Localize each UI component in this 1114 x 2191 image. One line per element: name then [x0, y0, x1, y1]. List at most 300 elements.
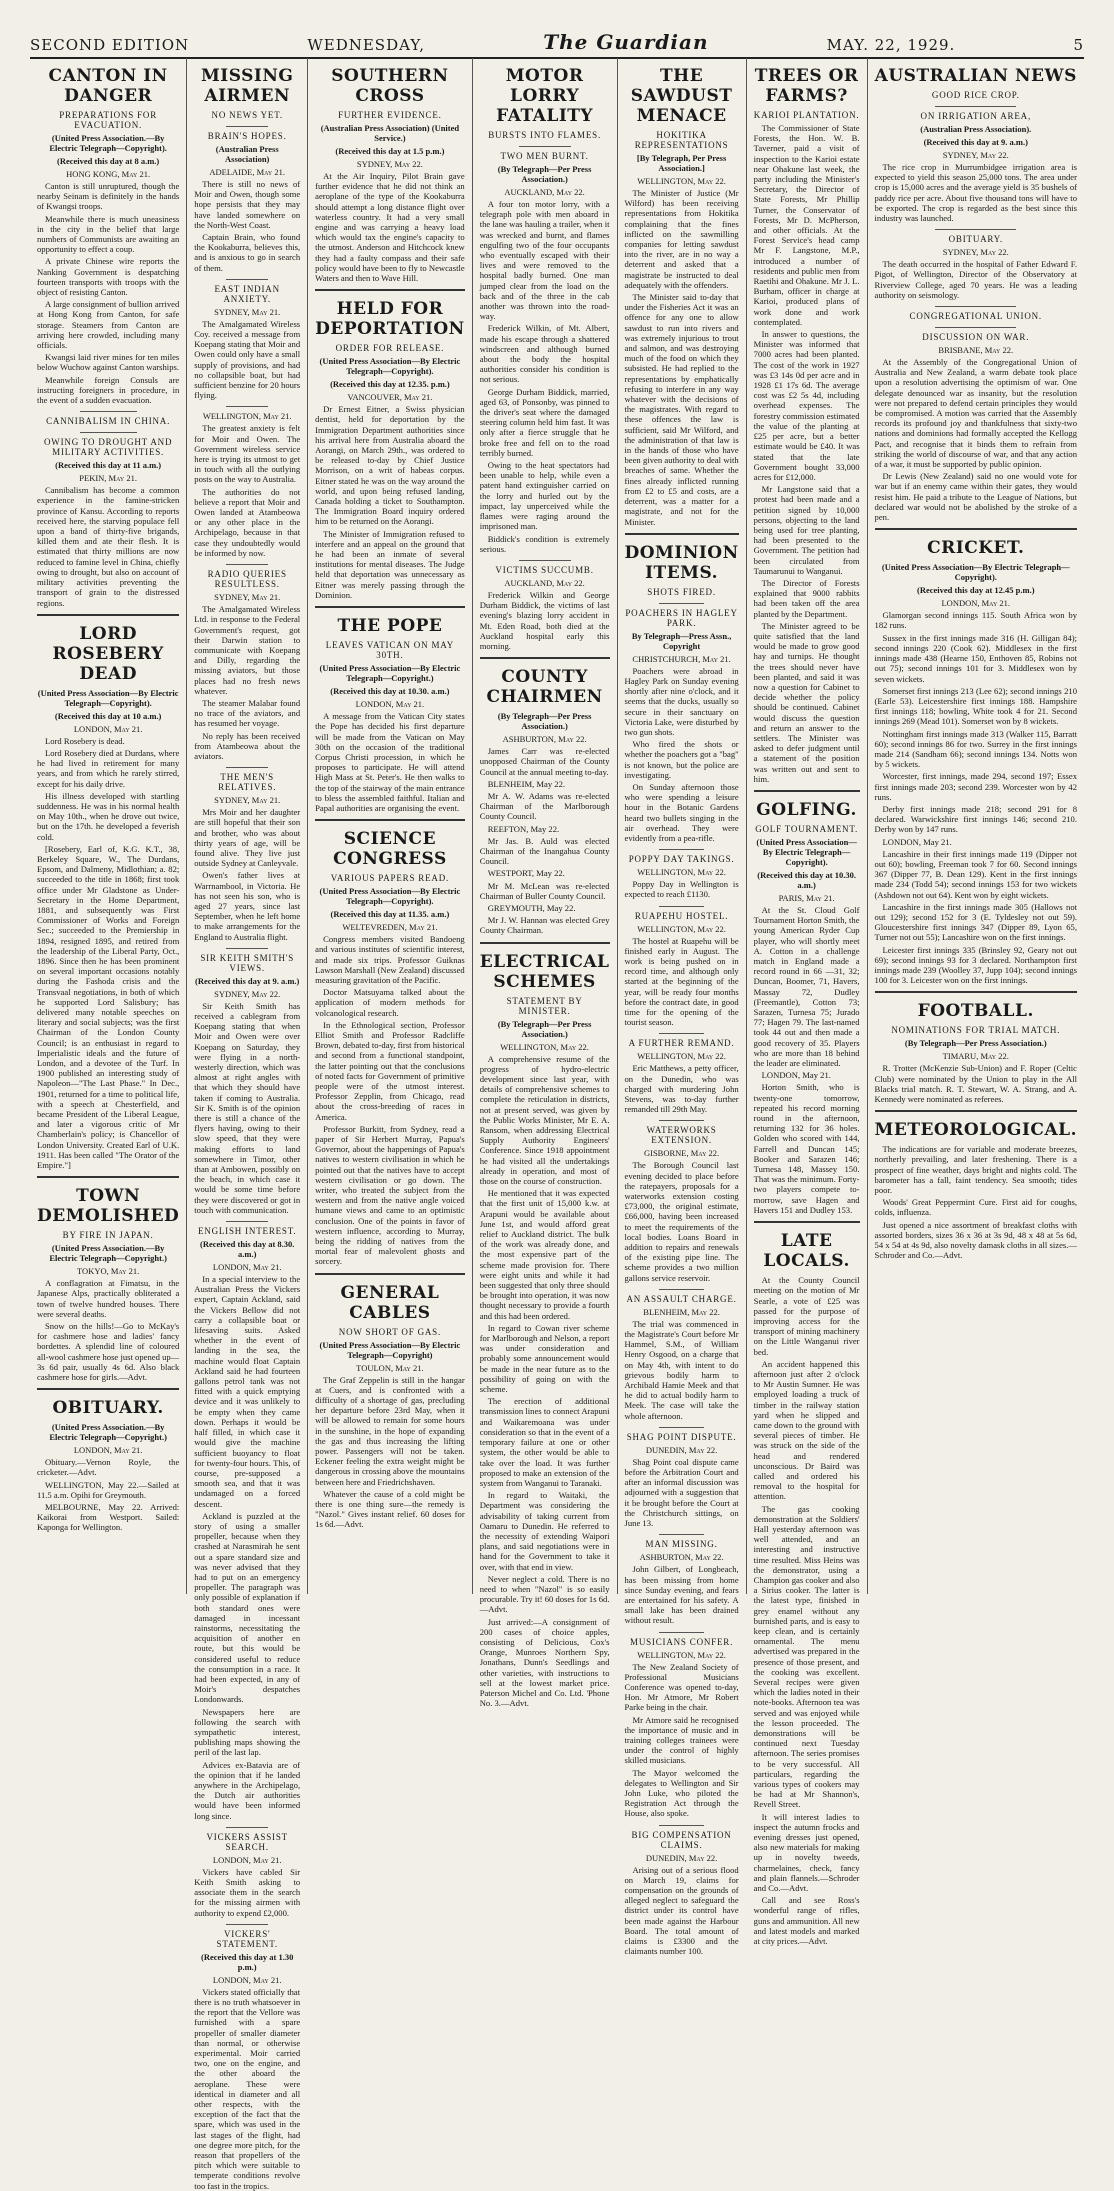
- article: [754, 66, 860, 784]
- paragraph: The Minister agreed to be quite satisfied that the land would be made to grow good hay and turnips. He thought the trees should never have been planted, and said it was now a question for Cabinet to decide whether the policy should be continued. Cabinet would discuss the question and return an answer to the settlers. The Minister was asked to defer judgment until a statement of the position was written out and sent to him.: [753, 620, 860, 784]
- article: [754, 790, 860, 1215]
- subheading: ENGLISH INTEREST.: [197, 1226, 297, 1237]
- headline-divider: [754, 1221, 860, 1223]
- paragraph: Leicester first innings 335 (Brinsley 92, Geary not out 69); second innings 93 for 3 declared. Northampton first innings made 239 (Woolley 37, Jupp 104); second innings 100 for 3. Leicester won on the first innings.: [874, 944, 1077, 986]
- dateline: WELLINGTON, May 22.: [500, 1041, 589, 1052]
- section-rule: [519, 560, 571, 561]
- wire-credit: (United Press Association.—By Electric Telegraph—Copyright.): [49, 1422, 167, 1443]
- headline: TREES OR FARMS?: [754, 66, 859, 106]
- headline-divider: [875, 991, 1077, 993]
- subheading: SIR KEITH SMITH'S VIEWS.: [200, 952, 295, 973]
- paragraph: A message from the Vatican City states the Pope has decided his first departure will be made from the Vatican on May 30th on the occasion of the traditional Corpus Christi procession, in which he proposes to participate. He will attend High Mass at St. Peter's. He then walks to the top of the stairway of the main entrance to bless the assembled faithful. Italian and Papal authorities are organising the event.: [315, 711, 465, 813]
- article: [194, 767, 300, 942]
- paragraph: The Minister of Justice (Mr Wilford) has been receiving representations from Hokitika complaining that the fines inflicted on the sawmilling companies for letting sawdust into the river, are in no way a deterrent and asked that a magistrate be instructed to deal adequately with the offenders.: [624, 188, 739, 290]
- paragraph: Who fired the shots or whether the poachers got a "bag" is not known, but the police are investigating.: [624, 739, 739, 780]
- paragraph: Poachers were abroad in Hagley Park on Sunday evening shortly after nine o'clock, and it seems that the ducks, usually so secure in their sanctuary on Victoria Lake, were disturbed by two gun shots.: [624, 665, 739, 737]
- article-body: [875, 1063, 1077, 1104]
- paragraph: Lord Rosebery is dead.: [45, 735, 125, 746]
- dateline: WELLINGTON, May 22.: [637, 176, 726, 186]
- article: [875, 306, 1077, 321]
- section-rule: [935, 327, 1016, 328]
- received-time: (Received this day at 12.35. p.m.): [330, 379, 450, 390]
- subheading: SHOTS FIRED.: [647, 586, 716, 597]
- paragraph: The Amalgamated Wireless Coy. received a message from Koepang stating that Moir and Owen could only have a small supply of provisions, and had no collapsible boat, but had sufficient benzine for 20 hours flying.: [194, 318, 301, 401]
- subheading: GOLF TOURNAMENT.: [755, 824, 859, 834]
- dateline: SYDNEY, May 21.: [214, 592, 281, 603]
- section-rule: [659, 1289, 705, 1290]
- paragraph: Vickers stated officially that there is no truth whatsoever in the report that the Vellore was furnished with a spare propeller of smaller diameter than normal, or otherwise experimental. Moir carried two, one on the engine, and the other aboard the aeroplane. These were identical in diameter and all other respects, with the exception of the fact that the spare, which was used in the last stages of the flight, had one degree more pitch, for the reason that propellers of the pitch which were suitable to temperate conditions revolve too fast in the tropics.: [194, 1986, 301, 2191]
- wire-credit: (United Press Association—By Electric Telegraph—Copyright).: [319, 886, 461, 907]
- subheading: LEAVES VATICAN ON MAY 30TH.: [325, 640, 455, 661]
- headline: COUNTY CHAIRMEN: [486, 667, 603, 708]
- paragraph: The rice crop in Murrumbidgee irrigation area is expected to yield this season 25,000 tons. The area under crop is 15,000 acres and the average yield is 35 bushels of paddy rice per acre. About five thousand tons will have to be exported. The crop is regarded as the best since this industry was launched.: [874, 162, 1077, 224]
- subheading: POACHERS IN HAGLEY PARK.: [625, 607, 738, 628]
- article: [625, 533, 739, 597]
- section-rule: [659, 1632, 705, 1633]
- article: [875, 66, 1077, 100]
- subheading: EAST INDIAN ANXIETY.: [214, 283, 280, 304]
- dateline: DUNEDIN, May 22.: [645, 1852, 718, 1863]
- wire-credit: (United Press Association—By Electric Telegraph—Copyright).: [881, 562, 1070, 583]
- subheading: NOW SHORT OF GAS.: [338, 1326, 442, 1337]
- section-rule: [226, 948, 268, 949]
- headline: METEOROLOGICAL.: [874, 1120, 1077, 1141]
- received-time: (Received this day at 9. a.m.): [195, 975, 300, 986]
- subheading: TWO MEN BURNT.: [500, 151, 589, 161]
- section-rule: [226, 1827, 268, 1828]
- headline-divider: [875, 528, 1077, 530]
- paragraph: Mr A. W. Adams was re-elected Chairman of the Marlborough County Council.: [479, 790, 610, 822]
- article: [480, 146, 610, 554]
- headline: AUSTRALIAN NEWS: [874, 66, 1077, 86]
- paragraph: A comprehensive resume of the progress of hydro-electric development since last year, with details of comprehensive schemes to complete the reticulation in districts, not at present served, was given by the Public Works Minister, Mr E. A. Ransom, when addressing Electrical Supply Authority Engineers' Conference. Since 1918 appointment he had visited all the undertakings already in operation, and most of those on the course of construction.: [479, 1053, 610, 1187]
- section-rule: [519, 146, 571, 147]
- paragraph: Mrs Moir and her daughter are still hopeful that their son and brother, who was about thirty years of age, will be found alive. They live just outside Sydney at Canleyvale.: [194, 807, 301, 869]
- section-rule: [935, 106, 1016, 107]
- article: [194, 564, 300, 761]
- headline: FOOTBALL.: [917, 1001, 1034, 1022]
- subheading: KARIOI PLANTATION.: [753, 110, 860, 120]
- paragraph: Worcester, first innings, made 294, second 197; Essex first innings made 203; second 239. Worcester won by 42 runs.: [874, 771, 1077, 802]
- subheading: STATEMENT BY MINISTER.: [506, 995, 583, 1016]
- article: [37, 432, 179, 607]
- article-body: [875, 259, 1077, 300]
- dateline: TOULON, May 21.: [356, 1362, 424, 1373]
- article: [194, 406, 300, 558]
- article: [625, 1825, 739, 1957]
- wire-credit: (United Press Association—By Electric Telegraph—Copyright): [319, 1339, 461, 1360]
- article: [315, 289, 465, 600]
- article: [480, 942, 610, 1709]
- dateline: HONG KONG, May 21.: [66, 169, 151, 179]
- article: [315, 819, 465, 1267]
- dateline: SYDNEY, May 21.: [214, 795, 281, 806]
- paragraph: BLENHEIM, May 22.: [487, 778, 566, 789]
- section-rule: [659, 1825, 705, 1826]
- headline-divider: [480, 657, 610, 659]
- headline: SCIENCE CONGRESS: [333, 829, 447, 870]
- article: [37, 1176, 179, 1382]
- paragraph: A conflagration at Fimatsu, in the Japanese Alps, practically obliterated a town of twelve hundred houses. There were several deaths.: [37, 1278, 180, 1319]
- subheading: OWING TO DROUGHT AND MILITARY ACTIVITIES.: [44, 437, 173, 458]
- wire-credit: (United Press Association—By Electric Telegraph—Copyright.): [319, 663, 461, 684]
- paragraph: Owen's father lives at Warrnambool, in Victoria. He has not seen his son, who is aged 27 years, since last September, when he left home to make arrangements for the England to Australia flight.: [194, 870, 301, 942]
- dateline: LONDON, May 21.: [355, 699, 425, 710]
- article: [625, 1120, 739, 1282]
- paragraph: Mr Jas. B. Auld was elected Chairman of the Inangahua County Council.: [479, 835, 610, 867]
- article: [194, 66, 300, 120]
- paragraph: [Rosebery, Earl of, K.G. K.T., 38, Berkeley Square, W., The Durdans, Epsom, and Dalmeny, Midlothian; a. 82; succeeded to the title in 1868; first took office under Mr Gladstone as Under-Secretary in the Home Department, 1881, and subsequently was First Commissioner of Works and Foreign Sec.; succeeded to the Premiership in 1894, resigned 1895, and retired from the leadership of the Liberal Party, Oct., 1896. Since then he has been prominent on several important occasions notably during the Fashoda crisis and the Transvaal negotiations, in both of which he supported Lord Salisbury; has delivered many notable speeches on literary and social subjects; was the first Chairman of the London County Council; is an enthusiast in regard to Imperialistic ideals and the future of London, and a devotee of the Turf. In 1900 published an interesting study of Napoleon—"The Last Phase." In Dec., 1901, returned for a time to political life, with a speech at Chesterfield, and became President of the Liberal League, and later a vigorous critic of Mr Chamberlain's policy; is Chancellor of London University. Created Earl of U.K. 1911. Has been called "The Orator of the Empire."]: [37, 843, 180, 1171]
- article-body: [194, 1274, 300, 1821]
- headline: ELECTRICAL SCHEMES: [479, 951, 610, 992]
- received-time: (Received this day at 11 a.m.): [55, 460, 162, 471]
- article: [37, 411, 179, 426]
- article: [875, 1110, 1077, 1260]
- paragraph: Dr Ernest Eitner, a Swiss physician dentist, held for deportation by the Immigration Department authorities since his arrival here from Australia aboard the Aorangi, on March 29th., was ordered to be released to-day by Chief Justice Morrison, on a writ of habeas corpus. Eitner stated he was on the way around the world, and upon being refused landing, Canada holding a ticket to Southampton. The Immigration Board inquiry ordered him to be returned on the Aorangi.: [315, 404, 465, 527]
- headline: LORD ROSEBERY DEAD: [52, 623, 164, 684]
- dateline: LONDON, May 21.: [212, 1974, 282, 1985]
- column-6: [747, 58, 868, 1947]
- article-body: [625, 1319, 739, 1421]
- wire-credit: (By Telegraph—Per Press Association.): [904, 1038, 1047, 1049]
- subheading: AN ASSAULT CHARGE.: [626, 1293, 737, 1304]
- paragraph: At the Assembly of the Congregational Union of Australia and New Zealand, a warm debate took place upon a resolution advertising the optimism of war. One delegate denounced war as insanity, but the resolution were not prepared to defend certain principles they would be compromised. A motion was carried that the Assembly records its profound joy and thankfulness that sixty-two nations and dominions had formally accepted the Kellogg Pact, and recognise that it binds them to refrain from striking the world of discourse of war, and that any action of a war, it must be supported by public opinion.: [874, 357, 1077, 470]
- paragraph: Captain Brain, who found the Kookaburra, believes this, and is anxious to go in search of them.: [194, 232, 301, 273]
- article: [625, 1033, 739, 1114]
- headline-divider: [754, 790, 860, 792]
- subheading: CONGREGATIONAL UNION.: [909, 311, 1042, 322]
- paragraph: Never neglect a cold. There is no need to when "Nazol" is so easily procurable. Try it! 60 doses for 1s 6d.—Advt.: [479, 1573, 610, 1615]
- dateline: CHRISTCHURCH, May 21.: [632, 653, 731, 664]
- article-body: [194, 1867, 300, 1918]
- article-body: [315, 404, 465, 600]
- headline-divider: [625, 533, 739, 535]
- paragraph: Frederick Wilkin and George Durham Biddick, the victims of last evening's blazing lorry accident in Mt. Eden Road, both died at the Auckland hospital early this morning.: [479, 589, 610, 651]
- paragraph: The Commissioner of State Forests, the Hon. W. B. Taverner, paid a visit of inspection to the Karioi estate near Ohakune last week, the party including the Minister's Secretary, the Director of State Forests, Mr Phillip Turner, the Conservator of Forests, Mr D. McPherson, and other officials. At the Forest Service's head camp Mr F. Langstone, M.P., introduced a number of residents and public men from Raetihi and Ohakune. Mr J. L. Burham, officer in charge at Karioi, produced plans of work done and work contemplated.: [753, 123, 860, 327]
- paragraph: Shag Point coal dispute came before the Arbitration Court and after an informal discussion was adjourned with a suggestion that it be brought before the Court at the Christchurch sittings, on June 13.: [624, 1456, 739, 1529]
- received-time: (Received this day at 10.30. a.m.): [330, 686, 450, 697]
- paragraph: A four ton motor lorry, with a telegraph pole with men aboard in the lane was hauling a trailer, when it was wrecked and burnt, and flames engulfing two of the four occupants who eventually escaped with their lives and were removed to the hospital badly burned. One man jumped clear from the load on the back and of the three in the cab another was thrown into the road-way.: [479, 199, 610, 322]
- dateline: PEKIN, May 21.: [79, 473, 137, 484]
- article: [37, 614, 179, 1171]
- paragraph: Owing to the heat spectators had been unable to help, while even a patent hand extinguisher carried on the lorry and hurled out by the impact, lay unperceived while the flames were raging around the imprisoned man.: [479, 460, 610, 532]
- article: [194, 948, 300, 1215]
- dateline: SYDNEY, May 22.: [214, 988, 281, 999]
- paragraph: Call and see Ross's wonderful range of rifles, guns and ammunition. All new and latest models and marked at city prices.—Advt.: [753, 1895, 860, 1947]
- paragraph: An accident happened this afternoon just after 2 o'clock to Mr Austin Sumner. He was employed loading a truck of timber in the railway station yard when he slipped and came down to the ground with several pieces of timber. He was struck on the side of the head and rendered unconscious. Dr Baird was called and ordered his removal to the hospital for attention.: [753, 1358, 860, 1502]
- paragraph: Lancashire in the first innings made 305 (Hallows not out 129); second 152 for 3 (E. Tyldesley not out 59). Gloucestershire first innings 347 (Dipper 89, Lyon 65, Turner not out 55); Lancashire won on the first innings.: [874, 901, 1077, 943]
- article: [37, 66, 179, 405]
- paragraph: The Graf Zeppelin is still in the hangar at Cuers, and is confronted with a difficulty of a shortage of gas, precluding her departure before 23rd May, when it will be allowed to remain for some hours in the sunshine, in the hope of expanding the gas and thus increasing the lifting power. Passengers will not be taken. Eckener feeling the extra weight might be dangerous in crossing above the mountains between here and Friedrichshaven.: [315, 1374, 465, 1487]
- subheading: GOOD RICE CROP.: [931, 90, 1020, 100]
- article-body: [37, 736, 179, 1171]
- subheading: MUSICIANS CONFER.: [630, 1636, 734, 1647]
- article: [875, 106, 1077, 223]
- dateline: TOKYO, May 21.: [77, 1266, 140, 1277]
- subheading: BURSTS INTO FLAMES.: [488, 130, 601, 140]
- wire-credit: (By Telegraph—Per Press Association.): [497, 711, 592, 732]
- article: [625, 906, 739, 1028]
- paragraph: Ackland is puzzled at the story of using a smaller propeller, because when they crashed at Narasmirah he sent out a spare standard size and was never advised that they had to put on an emergency propeller. The paragraph was only possible of explanation if both standard ones were damaged in incessant rainstorms, necessitating the acquisition of another en route, but this would be considered useful to reduce the consumption in a race. It had been expected, in any of Moir's despatches Londonwards.: [194, 1510, 301, 1705]
- dateline: AUCKLAND, May 22.: [504, 187, 585, 197]
- day-label: WEDNESDAY,: [307, 36, 426, 54]
- article: [37, 1388, 179, 1532]
- article-body: [37, 485, 179, 607]
- paragraph: Nottingham first innings made 313 (Walker 115, Barratt 60); second innings 86 for two. Surrey in the first innings made 214 (Sandham 66); second innings 134. Notts won by 5 wickets.: [874, 728, 1077, 770]
- paragraph: The erection of additional transmission lines to connect Arapuni and Waikaremoana was under consideration so that in the event of a temporary failure at one or other system, the other would be able to take over the load. It was further proposed to make an extension of the system from Wanganui to Taranaki.: [479, 1396, 610, 1488]
- dateline: SYDNEY, May 22.: [356, 159, 423, 169]
- subheading: A FURTHER REMAND.: [628, 1038, 735, 1049]
- dateline: WELLINGTON, May 21.: [202, 411, 292, 422]
- headline: SOUTHERN CROSS: [331, 66, 449, 106]
- paragraph: Sussex in the first innings made 316 (H. Gilligan 84); second innings 220 (Cook 62). Middlesex in the first innings made 438 (Hearne 150, Enthoven 85, Robins not out 75); second innings 101 for 3. Middlesex won by seven wickets.: [874, 632, 1077, 684]
- headline: HELD FOR DEPORTATION: [315, 299, 465, 340]
- article-body: [194, 807, 300, 942]
- newspaper-title: The Guardian: [543, 30, 709, 54]
- subheading: PREPARATIONS FOR EVACUATION.: [59, 110, 157, 130]
- wire-credit: [By Telegraph, Per Press Association.]: [636, 153, 727, 173]
- article-body: [875, 357, 1077, 522]
- paragraph: In answer to questions, the Minister was informed that 7000 acres had been planted. The cost of the work in 1927 was £3 14s 0d per acre and in 1928 £1 17s 6d. The average cost was £2 5s 4d, including overhead expenses. The forestry commission estimated the value of the planting at £25 per acre, but a better estimate would be £40. It was stated that the late Government bought 33,000 acres for £12,000.: [753, 329, 860, 482]
- dateline: GISBORNE, May 22.: [643, 1148, 720, 1159]
- section-rule: [226, 1221, 268, 1222]
- subheading: CANNIBALISM IN CHINA.: [46, 416, 171, 427]
- paragraph: His illness developed with startling suddenness. He was in his normal health on May 10th., when he drove out twice, but on the 17th. he developed a feverish cold.: [37, 790, 180, 842]
- column-2: [187, 58, 308, 2191]
- paragraph: Just opened a nice assortment of breakfast cloths with assorted borders, sizes 36 x 36 at 3s 9d, 48 x 48 at 5s 6d, 54 x 54 at 4s 9d, also novelty damask cloths in all sizes.—Schroder and Co.—Advt.: [874, 1219, 1077, 1261]
- paragraph: LONDON, May 21.: [882, 836, 952, 847]
- dateline: WELLINGTON, May 22.: [637, 1649, 726, 1660]
- article-body: [625, 188, 739, 527]
- article: [875, 229, 1077, 300]
- article: [875, 991, 1077, 1104]
- headline-divider: [37, 614, 179, 616]
- masthead: [30, 20, 1084, 59]
- wire-credit: (United Press Association—By Electric Telegraph—Copyright).: [319, 356, 461, 377]
- article: [754, 1221, 860, 1946]
- subheading: VICKERS ASSIST SEARCH.: [206, 1831, 288, 1852]
- article: [875, 528, 1077, 985]
- paragraph: The gas cooking demonstration at the Soldiers' Hall yesterday afternoon was well attended, and an interesting and instructive time resulted. Miss Heins was the demonstrator, using a Champion gas cooker and also a Sirius cooker. The latter is the latest type, finished in grey enamel without any burnished parts, and is easy to keep clean, and is certainly ornamental. The menu advertised was prepared in the presence of those present, and the cooking was excellent. Several recipes were given which the ladies noted in their note-books. Afternoon tea was served and was enjoyed while the lesson proceeded. The demonstrations will be continued next Tuesday afternoon. The series promises to be very successful. All particulars, regarding the various types of cookers may be had at Mr Shannon's, Revell Street.: [753, 1503, 860, 1810]
- article-body: [754, 1275, 860, 1946]
- headline: DOMINION ITEMS.: [624, 542, 739, 583]
- article: [194, 1924, 300, 2191]
- article: [194, 1221, 300, 1821]
- paragraph: Congress members visited Bandoeng and various institutes of scientific interest, and made six trips. Professor Guiknas Lawson Marshall (New Zealand) discussed measuring gravitation of the Pacific.: [315, 934, 465, 985]
- section-rule: [935, 229, 1016, 230]
- headline: OBITUARY.: [52, 1398, 164, 1419]
- page-number: 5: [1073, 36, 1084, 54]
- section-rule: [935, 306, 1016, 307]
- newspaper-columns: [30, 58, 1084, 2191]
- article-body: [480, 199, 610, 554]
- subheading: OBITUARY.: [948, 234, 1003, 245]
- article: [315, 1273, 465, 1530]
- headline-divider: [315, 819, 465, 821]
- dateline: PARIS, May 21.: [778, 893, 835, 903]
- article-body: [625, 1160, 739, 1282]
- subheading: HOKITIKA REPRESENTATIONS: [634, 130, 729, 150]
- paragraph: The Minister said to-day that under the Fisheries Act it was an offence for any one to allow sawdust to run into rivers and was extremely injurious to trout and salmon, and was destroying much of the food on which they subsisted. He had replied to the representations by emphatically refusing to interfere in any way whatever with the decisions of the magistrates. With regard to these offences the law is sufficient, said Mr Wilford, and the administration of that law is in the hands of those who have been given authority to deal with breaches of same. Whether the fines already inflicted running from £2 to £5 and costs, are a deterrent, was a matter for a magistrate, and not for the Minister.: [624, 292, 739, 527]
- section-rule: [80, 411, 137, 412]
- dateline: VANCOUVER, May 21.: [347, 392, 433, 403]
- paragraph: George Durham Biddick, married, aged 63, of Ponsonby, was pinned to the driver's seat where the damaged steering column held him fast. It was only after a fierce struggle that he broke free and fell on to the road terribly burned.: [479, 386, 610, 458]
- article-body: [625, 879, 739, 899]
- article-body: [37, 181, 179, 405]
- paragraph: A large consignment of bullion arrived at Hong Kong from Canton, for safe storage. Steamers from Canton are arriving here crowded, including many officials.: [37, 299, 180, 351]
- section-rule: [659, 1033, 705, 1034]
- subheading: RADIO QUERIES RESULTLESS.: [207, 569, 287, 590]
- wire-credit: (By Telegraph—Per Press Association.): [497, 164, 592, 184]
- subheading: MAN MISSING.: [645, 1539, 718, 1550]
- paragraph: Frederick Wilkin, of Mt. Albert, made his escape through a shattered windscreen and although burned about the body the hospital authorities consider his condition is not serious.: [479, 323, 610, 385]
- paragraph: It will interest ladies to inspect the autumn frocks and evening dresses just opened, also new materials for making up in novelty tweeds, charmelaines, check, fancy and plain flannels.—Schroder and Co.—Advt.: [753, 1811, 860, 1894]
- paragraph: The indications are for variable and moderate breezes, northerly prevailing, and later freshening. There is a prospect of fine weather, days bright and nights cold. The barometer has a fall, faint tendency. Sea smooth; tides poor.: [874, 1144, 1077, 1196]
- paragraph: Whatever the cause of a cold might be there is one thing sure—the remedy is "Nazol." Gives instant relief. 60 doses for 1s 6d.—Advt.: [315, 1488, 465, 1530]
- headline: LATE LOCALS.: [763, 1231, 850, 1272]
- paragraph: Horton Smith, who is twenty-one tomorrow, repeated his record morning round in the afternoon, returning 132 for 36 holes. Golden who scored with 144, Farrell and Duncan 145; Booker and Sarazen 146; Turnesa 148, Massey 150. That was the minimum. Forty-two players compete to-morrow, save Hagen and Havers 151 and Dudley 153.: [753, 1082, 860, 1215]
- paragraph: Lancashire in their first innings made 119 (Dipper not out 60); bowling, Freeman took 7 for 60. Second innings 367 (Dipper 77, B. Dean 129). Kent in the first innings made 234 (Todd 54); second innings 153 for two wickets (Ashdown not out 64). Kent won by eight wickets.: [874, 848, 1077, 900]
- section-rule: [226, 767, 268, 768]
- paragraph: John Gilbert, of Longbeach, has been missing from home since Sunday evening, and fears are entertained for his safety. A small lake has been drained without result.: [624, 1564, 739, 1626]
- subheading: THE MEN'S RELATIVES.: [218, 772, 277, 793]
- paragraph: Biddick's condition is extremely serious.: [479, 533, 610, 554]
- dateline: ADELAIDE, May 21.: [209, 167, 286, 177]
- wire-credit: (By Telegraph—Per Press Association.): [497, 1018, 592, 1039]
- paragraph: R. Trotter (McKenzie Sub-Union) and F. Roper (Celtic Club) were nominated by the Union to play in the All Blacks trial match. R. T. Stewart, W. A. Strang, and A. Kennedy were nominated as referees.: [874, 1063, 1077, 1104]
- subheading: SHAG POINT DISPUTE.: [626, 1431, 737, 1442]
- paragraph: The New Zealand Society of Professional Musicians Conference was opened to-day, Hon. Mr Atmore, Mr Robert Parke being in the chair.: [624, 1661, 739, 1713]
- article: [625, 1632, 739, 1819]
- article-body: [194, 1001, 300, 1215]
- article: [625, 1534, 739, 1625]
- dateline: WELTEVREDEN, May 21.: [342, 922, 438, 933]
- edition-label: SECOND EDITION: [30, 36, 190, 54]
- article-body: [37, 1457, 179, 1532]
- column-5: [618, 58, 747, 1957]
- article-body: [194, 319, 300, 401]
- paragraph: The Amalgamated Wireless Ltd. in response to the Federal Government's request, got their Darwin station to communicate with Koepang and Dilly, regarding the missing aviators, but those places had no fresh news whatever.: [194, 604, 301, 696]
- paragraph: Mr M. McLean was re-elected Chairman of Buller County Council.: [479, 880, 610, 901]
- article: [480, 66, 610, 140]
- subheading: FURTHER EVIDENCE.: [338, 110, 442, 120]
- wire-credit: (United Press Association—By Electric Telegraph—Copyright).: [37, 687, 179, 708]
- subheading: POPPY DAY TAKINGS.: [628, 854, 735, 865]
- dateline: SYDNEY, May 22.: [942, 150, 1009, 160]
- section-rule: [659, 1427, 705, 1428]
- article-body: [315, 1375, 465, 1530]
- paragraph: Poppy Day in Wellington is expected to reach £1130.: [624, 879, 739, 900]
- article-body: [625, 1564, 739, 1625]
- paragraph: Lord Rosebery died at Durdans, where he had lived in retirement for many years, and from which he rarely stirred, except for his daily drive.: [37, 747, 180, 789]
- dateline: TIMARU, May 22.: [942, 1051, 1009, 1062]
- column-4: [473, 58, 618, 1709]
- paragraph: Mr Langstone said that a protest had been made and a petition signed by 10,000 persons, objecting to the land being used for tree planting, had been presented to the Government. The petition had been circulated from Taumarunui to Wanganui.: [753, 484, 860, 576]
- section-rule: [659, 906, 705, 907]
- paragraph: Obituary.—Vernon Royle, the cricketer.—Advt.: [37, 1457, 180, 1478]
- article-body: [194, 604, 300, 761]
- article-body: [625, 1063, 739, 1114]
- article-body: [480, 1054, 610, 1709]
- headline: GOLFING.: [756, 800, 857, 820]
- section-rule: [226, 1924, 268, 1925]
- article-body: [625, 936, 739, 1028]
- paragraph: Kwangsi laid river mines for ten miles below Wuchow against Canton warships.: [37, 352, 180, 373]
- headline: MOTOR LORRY FATALITY: [496, 66, 594, 126]
- paragraph: At the County Council meeting on the motion of Mr Searle, a vote of £25 was passed for the purpose of improving access for the transport of mining machinery on the Little Wanganui river bed.: [753, 1275, 860, 1357]
- paragraph: GREYMOUTH, May 22.: [487, 902, 576, 913]
- paragraph: The steamer Malabar found no trace of the aviators, and has resumed her voyage.: [194, 697, 301, 729]
- dateline: WELLINGTON, May 22.: [637, 923, 726, 934]
- subheading: ON IRRIGATION AREA,: [920, 111, 1031, 121]
- paragraph: The Director of Forests explained that 9000 rabbits had been taken off the area planted by the Department.: [753, 577, 860, 619]
- dateline: BLENHEIM, May 22.: [643, 1306, 720, 1317]
- dateline: LONDON, May 21.: [941, 598, 1011, 609]
- article: [625, 849, 739, 899]
- wire-credit: (Australian Press Association): [215, 144, 279, 164]
- received-time: (Received this day at 8 a.m.): [57, 156, 160, 166]
- received-time: (Received this day at 12.45 p.m.): [916, 585, 1035, 596]
- headline: MISSING AIRMEN: [200, 66, 294, 106]
- paragraph: Meanwhile there is much uneasiness in the city in the belief that large numbers of Communists are awaiting an opportunity to effect a coup.: [37, 213, 180, 255]
- paragraph: The Minister of Immigration refused to interfere and an appeal on the ground that he had been an inmate of several institutions for mental diseases. The Judge held that deportation was unnecessary as Eitner was merely passing through the Dominion.: [315, 528, 465, 600]
- article-body: [625, 1865, 739, 1957]
- received-time: (Received this day at 1.5 p.m.): [335, 146, 445, 156]
- paragraph: In a special interview to the Australian Press the Vickers expert, Captain Ackland, said the Vickers Bellow did not carry a collapsible boat or lifesaving suits. Asked whether in the event of landing in the sea, the machine would float Captain Ackland said he had fourteen gallons petrol tank was not fitted with a quick emptying device and it was unlikely to be empty when they came down. Perhaps it would be half filled, in which case it would give the machine sufficient buoyancy to float for twenty-four hours. This, of course, pre-supposed a smooth sea, and that it was undamaged on a forced descent.: [194, 1274, 301, 1509]
- subheading: NO NEWS YET.: [211, 110, 283, 120]
- headline: CRICKET.: [927, 538, 1025, 559]
- section-rule: [226, 279, 268, 280]
- dateline: ASHBURTON, May 22.: [639, 1552, 724, 1563]
- paragraph: Vickers have cabled Sir Keith Smith asking to associate them in the search for the missing airmen with authority to expend £2,000.: [194, 1866, 301, 1918]
- article-body: [625, 1662, 739, 1819]
- dateline: SYDNEY, May 22.: [942, 247, 1009, 258]
- paragraph: MELBOURNE, May 22. Arrived: Kaikorai from Westport. Sailed: Kaponga for Wellington.: [37, 1502, 180, 1533]
- headline: THE POPE: [337, 616, 443, 637]
- article: [625, 66, 739, 527]
- paragraph: Mr J. W. Hannan was elected Grey County Chairman.: [479, 915, 610, 936]
- headline: GENERAL CABLES: [340, 1282, 440, 1323]
- dateline: LONDON, May 21.: [73, 1445, 143, 1456]
- paragraph: On Sunday afternoon those who were spending a leisure hour in the Botanic Gardens heard two bullets singing in the air overhead. They were evidently from a pea-rifle.: [624, 781, 739, 843]
- column-1: [30, 58, 187, 1594]
- received-time: (Received this day at 11.35. a.m.): [330, 909, 450, 920]
- paragraph: Snow on the hills!—Go to McKay's for cashmere hose and ladies' fancy bordettes. A splendid line of coloured all-wool cashmere hose just opened up—3s 6d pair, usually 4s 6d. Also black cashmere hose for girls.—Advt.: [37, 1321, 180, 1383]
- headline-divider: [37, 1388, 179, 1390]
- subheading: RUAPEHU HOSTEL.: [634, 910, 729, 921]
- received-time: (Received this day at 10.30. a.m.): [757, 870, 856, 890]
- paragraph: In regard to Waitaki, the Department was considering the advisability of taking current from Oamaru to Dunedin. He referred to the necessity of extending Waipori plans, and said negotiations were in hand for the Government to take it over, with that end in view.: [479, 1490, 610, 1572]
- received-time: (Received this day at 10 a.m.): [54, 710, 162, 721]
- headline-divider: [875, 1110, 1077, 1112]
- paragraph: In regard to Cowan river scheme for Marlborough and Nelson, a report was under consideration and probably some announcement would be made in the near future as to the possibility of going on with the scheme.: [479, 1322, 610, 1395]
- paragraph: Just arrived:—A consignment of 200 cases of choice apples, consisting of Delicious, Cox's Orange, Munroes Northern Spy, Jonathans, Dunn's Seedlings and other varieties, with instructions to sell at the lowest market price. Paterson Michel and Co. Ltd. 'Phone No. 3.—Advt.: [479, 1616, 610, 1709]
- dateline: LONDON, May 21.: [73, 723, 143, 734]
- section-rule: [659, 1120, 705, 1121]
- paragraph: Newspapers here are following the search with sympathetic interest, publishing maps showing the peril of the last lap.: [194, 1706, 301, 1758]
- paragraph: Advices ex-Batavia are of the opinion that if he landed anywhere in the Archipelago, the Dutch air authorities would have been informed long since.: [194, 1759, 301, 1821]
- date-label: MAY. 22, 1929.: [826, 36, 956, 54]
- article: [315, 606, 465, 813]
- article-body: [625, 1457, 739, 1528]
- article-body: [875, 162, 1077, 223]
- subheading: DISCUSSION ON WAR.: [922, 332, 1030, 343]
- wire-credit: (Australian Press Association).: [920, 124, 1032, 134]
- article-body: [480, 590, 610, 651]
- article: [625, 1289, 739, 1421]
- paragraph: The death occurred in the hospital of Father Edward F. Pigot, of Wellington, Director of the Observatory at Riverview College, aged 70 years. He was a leading authority on seismology.: [874, 259, 1077, 300]
- paragraph: The Mayor welcomed the delegates to Wellington and Sir John Luke, who piloted the Registration Act through the House, also spoke.: [624, 1767, 739, 1819]
